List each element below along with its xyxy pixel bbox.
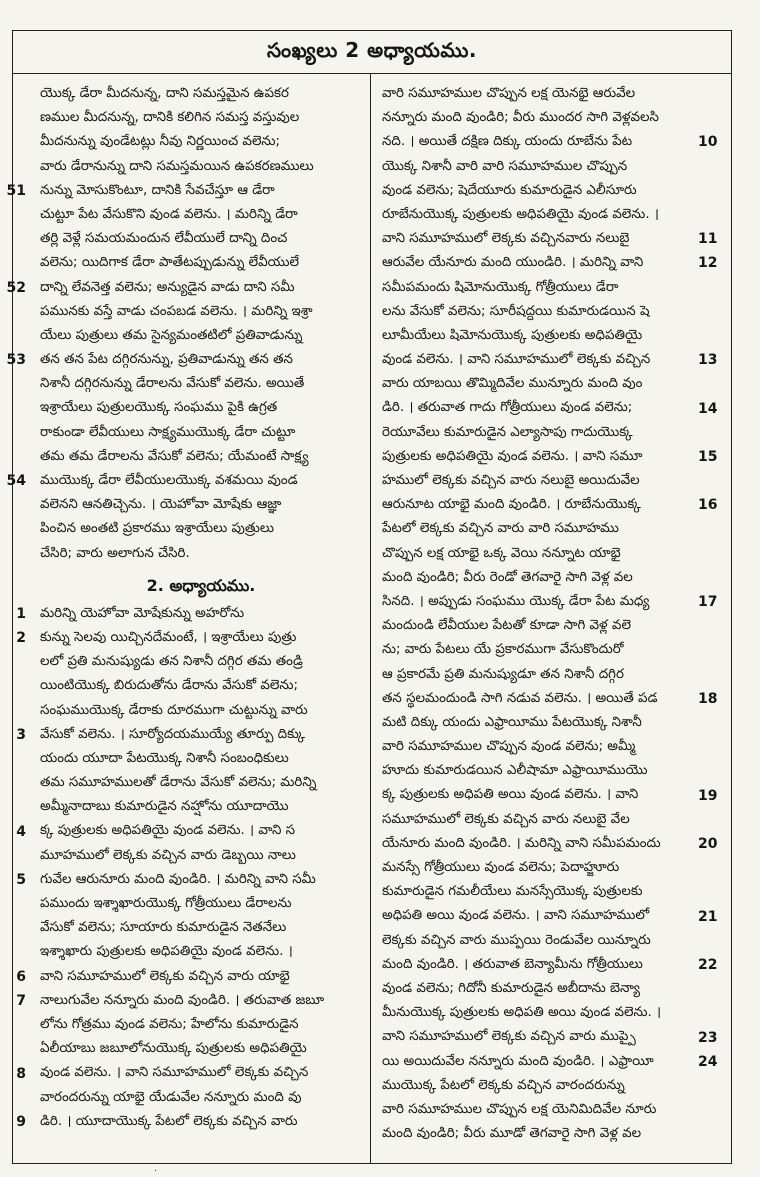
text-line: యింటియొక్క బిరుదుతోను డేరాను వేసుకో వలెను; bbox=[40, 678, 298, 694]
text-line: వుండ వలెను; గిదోనీ కుమారుడైన అబీదాను బెన్యా bbox=[382, 980, 641, 996]
text-line: వారందరున్ను యాభై యేడువేల నన్నూరు మంది వు bbox=[40, 1089, 302, 1105]
text-line: సంఘముయొక్క డేరాకు దూరముగా చుట్టున్ను వారు bbox=[40, 702, 308, 718]
page-header bbox=[12, 30, 732, 74]
text-line: డిరి. । తరువాత గాదు గోత్రీయులు వుండ వలెను; bbox=[382, 400, 633, 416]
chapter-heading: 2. అధ్యాయము. bbox=[146, 575, 256, 595]
text-line: యి అయిదువేల నన్నూరు మంది వుండిరి. । ఎఫ్రాయీ bbox=[382, 1053, 654, 1069]
text-line: వేసుకో వలెను; సూయారు కుమారుడైన నెతనేలు bbox=[40, 920, 287, 936]
text-line: వారి సమూహముల చొప్పున లక్ష యెనభై ఆరువేల bbox=[382, 86, 636, 101]
text-line: నున్ను మోసుకొంటూ, దానికి సేవచేస్తూ ఆ డేరా bbox=[40, 182, 275, 198]
text-line: రూబేనుయొక్క పుత్రులకు అధిపతియై వుండ వలెను. । bbox=[382, 206, 659, 222]
text-line: లూమీయేలు షిమోనుయొక్క పుత్రులకు అధిపతియై bbox=[382, 327, 643, 343]
text-line: వుండ వలెను. । వాని సమూహములో లెక్కకు వచ్చిన bbox=[40, 1065, 309, 1081]
text-line: ముయొక్క పేటలో లెక్కకు వచ్చిన వారందరున్ను bbox=[382, 1077, 625, 1093]
text-line: ఇశ్రాయేలు పుత్రులయొక్క సంఘము పైకి ఉగ్రత bbox=[40, 400, 278, 416]
text-line: మీనుయొక్క పుత్రులకు అధిపతి అయి వుండ వలెను. । bbox=[382, 1005, 662, 1021]
text-line: చేసిరి; వారు అలాగున చేసిరి. bbox=[40, 545, 190, 561]
text-line: పించిన అంతటి ప్రకారము ఇశ్రాయేలు పుత్రులు bbox=[40, 521, 275, 537]
text-line: తమ సమూహములతో డేరాను వేసుకో వలెను; మరిన్ని bbox=[40, 775, 317, 791]
verse-number: 10 bbox=[698, 134, 718, 151]
verse-number: 13 bbox=[698, 352, 718, 369]
text-line: మంది వుండిరి. । తరువాత బెన్యామీను గోత్రీయులు bbox=[382, 956, 643, 972]
text-line: వాని సమూహములో లెక్కకు వచ్చినవారు నలుబై bbox=[382, 231, 630, 247]
text-line: సినది. । అప్పుడు సంఘము యొక్క డేరా పేట మధ్య bbox=[382, 593, 650, 609]
text-line: చుట్టూ పేట వేసుకొని వుండ వలెను. । మరిన్ని డేరా bbox=[40, 206, 298, 222]
text-line: ను; వారు పేటలు యే ప్రకారముగా వేసుకొందురో bbox=[382, 642, 624, 658]
verse-number: 4 bbox=[16, 823, 26, 840]
text-line: మీదనున్ను వుండేటట్లు నీవు నిర్ణయించ వలెను; bbox=[40, 134, 280, 150]
text-line: మనస్సే గోత్రీయులు వుండ వలెను; పెదాహ్జూరు bbox=[382, 860, 620, 875]
text-line: చొప్పున లక్ష యాభై ఒక్క వెయి నన్నూట యాభై bbox=[382, 545, 621, 561]
text-line: వారి సమూహముల చొప్పున లక్ష యెనిమిదివేల నూరు bbox=[382, 1101, 657, 1117]
verse-number: 52 bbox=[6, 279, 26, 296]
text-line: వాని సమూహములో లెక్కకు వచ్చిన వారు ముప్పై bbox=[382, 1029, 636, 1045]
text-line: పముందు ఇశ్శాఖారుయొక్క గోత్రీయులు డేరాలను bbox=[40, 896, 292, 911]
verse-number: 2 bbox=[16, 630, 26, 647]
text-line: యేలు పుత్రులు తమ సైన్యమంతటిలో ప్రతివాడున్ను bbox=[40, 327, 303, 343]
text-line: వలెనని ఆనతిచ్చెను. । యెహోవా మోషేకు ఆజ్ఞా bbox=[40, 497, 282, 513]
page-speck: · bbox=[154, 1166, 158, 1177]
verse-number: 3 bbox=[16, 727, 26, 743]
text-line: హములో లెక్కకు వచ్చిన వారు నలుబై అయిదువేల bbox=[382, 473, 640, 488]
text-line: మందుండి లేవీయుల పేటతో కూడా సాగి వెళ్ల వలె bbox=[382, 618, 631, 634]
verse-number: 24 bbox=[698, 1054, 718, 1070]
text-line: యొక్క నిశానీ వారి వారి సమూహముల చొప్పున bbox=[382, 158, 628, 174]
text-line: ఆరువేల యేనూరు మంది యుండిరి. । మరిన్ని వాని bbox=[382, 255, 644, 271]
verse-number: 9 bbox=[16, 1114, 26, 1131]
text-line: పుత్రులకు అధిపతియై వుండ వలెను. । వాని సమూ bbox=[382, 448, 643, 464]
verse-number: 21 bbox=[698, 908, 718, 925]
text-line: మంది వుండిరి; వీరు మూడో తెగవారై సాగి వెళ్ల వల bbox=[382, 1126, 642, 1142]
text-line: తన తన పేట దగ్గిరనున్ను, ప్రతివాడున్ను తన తన bbox=[40, 352, 293, 368]
verse-number: 17 bbox=[698, 594, 718, 611]
text-line: ఆరునూట యాభై మంది వుండిరి. । రూబేనుయొక్క bbox=[382, 497, 641, 513]
verse-number: 19 bbox=[698, 787, 718, 804]
text-line: యొక్క డేరా మీదనున్న, దాని సమస్తమైన ఉపకర bbox=[40, 86, 289, 101]
text-line: మటి దిక్కు యందు ఎఫ్రాయీము పేటయొక్క నిశానీ bbox=[382, 714, 642, 730]
text-line: అధిపతి అయి వుండ వలెను. । వాని సమూహములో bbox=[382, 908, 650, 924]
text-line: దాన్ని లేవనెత్త వలెను; అన్యుడైన వాడు దాని సమీ bbox=[40, 279, 295, 295]
text-line: తర్లి వెళ్లే సమయమందున లేవీయులే దాన్ని దించ bbox=[40, 231, 288, 247]
text-line: రెయూవేలు కుమారుడైన ఎల్యాసాపు గాదుయొక్క bbox=[382, 424, 633, 440]
text-line: లోను గోత్రము వుండ వలెను; హేలోను కుమారుడైన bbox=[40, 1016, 299, 1032]
verse-number: 15 bbox=[698, 449, 718, 465]
text-line: గువేల ఆరునూరు మంది వుండిరి. । మరిన్ని వాని సమీ bbox=[40, 871, 316, 887]
text-line: కున్ను సెలవు యిచ్చినదేమంటే, । ఇశ్రాయేలు పుత్రు bbox=[40, 629, 297, 645]
text-line: ణముల మీదనున్న, దానికి కలిగిన సమస్త వస్తువుల bbox=[40, 110, 300, 126]
verse-number: 7 bbox=[16, 993, 26, 1010]
text-line: క్క పుత్రులకు అధిపతి అయి వుండ వలెను. । వాని bbox=[382, 787, 639, 803]
text-line: హూదు కుమారుడయిన ఎలీషామా ఎఫ్రాయీముయొ bbox=[382, 763, 648, 779]
verse-number: 14 bbox=[698, 400, 718, 417]
verse-number: 12 bbox=[698, 255, 718, 272]
verse-number: 6 bbox=[16, 969, 26, 985]
text-line: వుండ వలెను; షెదేయూరు కుమారుడైన ఎలీసూరు bbox=[382, 182, 637, 198]
text-line: పమునకు వస్తే వాడు చంపబడ వలెను. । మరిన్ని ఇశ్రా bbox=[40, 303, 313, 319]
text-line: వుండ వలెను. । వాని సమూహములో లెక్కకు వచ్చిన bbox=[382, 352, 651, 368]
text-line: సమూహములో లెక్కకు వచ్చిన వారు నలుబై వేల bbox=[382, 811, 630, 827]
text-line: వారు యాబయి తొమ్మిదివేల మున్నూరు మంది వుం bbox=[382, 376, 643, 392]
text-line: వారి సమూహముల చొప్పున వుండ వలెను; అమ్మీ bbox=[382, 739, 636, 755]
verse-number: 16 bbox=[698, 497, 718, 514]
right-column bbox=[382, 82, 700, 1146]
text-line: వేసుకో వలెను. । సూర్యోదయముయ్యే తూర్పు దిక్కు bbox=[40, 726, 306, 742]
text-line: నది. । అయితే దక్షిణ దిక్కు యందు రూబేను పేట bbox=[382, 134, 633, 150]
text-line: కుమారుడైన గమలీయేలు మనస్సేయొక్క పుత్రులకు bbox=[382, 884, 643, 900]
text-line: వలెను; యిదిగాక డేరా పాతేటప్పుడున్ను లేవీయులే bbox=[40, 255, 300, 271]
text-line: యేనూరు మంది వుండిరి. । మరిన్ని వాని సమీపమందు bbox=[382, 835, 661, 851]
text-line: ఇశ్శాఖారు పుత్రులకు అధిపతియై వుండ వలెను. । bbox=[40, 944, 293, 960]
text-line: ఏలీయాబు జబూలోనుయొక్క పుత్రులకు అధిపతియై bbox=[40, 1041, 307, 1057]
text-line: రాకుండా లేవీయులు సాక్ష్యముయొక్క డేరా చుట్టూ bbox=[40, 424, 296, 440]
verse-number: 54 bbox=[6, 473, 26, 490]
verse-number: 23 bbox=[698, 1029, 718, 1046]
text-line: సమీపమందు షిమోనుయొక్క గోత్రీయులు డేరా bbox=[382, 279, 619, 295]
text-line: తమ తమ డేరాలను వేసుకో వలెను; యేమంటే సాక్ష్య bbox=[40, 448, 309, 464]
text-line: వారు డేరానున్ను దాని సమస్తమయిన ఉపకరణములు bbox=[40, 158, 314, 174]
text-line: డిరి. । యూదాయొక్క పేటలో లెక్కకు వచ్చిన వారు bbox=[40, 1113, 298, 1129]
verse-number: 22 bbox=[698, 957, 718, 974]
text-line: ఆ ప్రకారమే ప్రతి మనుష్యుడూ తన నిశానీ దగ్గిర bbox=[382, 666, 624, 682]
verse-number: 20 bbox=[698, 836, 718, 853]
text-line: నన్నూరు మంది వుండిరి; వీరు ముందర సాగి వెళ్లవలసి bbox=[382, 110, 659, 126]
text-line: లను వేసుకో వలెను; సూరీషద్దయి కుమారుడయిన షె bbox=[382, 303, 650, 319]
text-line: మూహములో లెక్కకు వచ్చిన వారు డెబ్బయి నాలు bbox=[40, 847, 296, 863]
text-line: లెక్కకు వచ్చిన వారు ముప్పయి రెండువేల యిన్నూరు bbox=[382, 932, 651, 948]
verse-number: 1 bbox=[16, 606, 26, 622]
text-line: వాని సమూహములో లెక్కకు వచ్చిన వారు యాభై bbox=[40, 968, 290, 984]
text-line: అమ్మీనాదాబు కుమారుడైన నహ్షోను యూదాయొ bbox=[40, 799, 289, 815]
text-line: మరిన్ని యెహోవా మోషేకున్ను అహరోను bbox=[40, 605, 245, 621]
verse-number: 53 bbox=[6, 352, 26, 369]
text-line: మంది వుండిరి; వీరు రెండో తెగవారై సాగి వెళ్ల వల bbox=[382, 569, 633, 585]
text-line: క్క పుత్రులకు అధిపతియై వుండ వలెను. । వాని స bbox=[40, 823, 296, 839]
verse-number: 5 bbox=[16, 872, 26, 889]
text-line: నిశానీ దగ్గిరనున్ను డేరాలను వేసుకో వలెను. అయితే bbox=[40, 376, 305, 392]
page-title: సంఖ్యలు 2 అధ్యాయము. bbox=[266, 37, 478, 62]
text-line: యందు యూదా పేటయొక్క నిశానీ సంబంధికులు bbox=[40, 750, 289, 766]
column-divider bbox=[370, 73, 371, 1163]
text-line: పేటలో లెక్కకు వచ్చిన వారు వారి సమూహము bbox=[382, 521, 619, 537]
left-column bbox=[40, 82, 362, 1134]
verse-number: 8 bbox=[16, 1065, 26, 1082]
text-line: తన స్థలమందుండి సాగి నడువ వలెను. । అయితే పడ bbox=[382, 690, 658, 706]
text-line: లలో ప్రతి మనుష్యుడు తన నిశానీ దగ్గిర తమ తండ్రి bbox=[40, 654, 303, 670]
verse-number: 11 bbox=[698, 231, 718, 248]
text-line: ముయొక్క డేరా లేవీయులయొక్క వశమయి వుండ bbox=[40, 473, 298, 488]
verse-number: 51 bbox=[6, 182, 26, 199]
verse-number: 18 bbox=[698, 691, 718, 707]
text-line: నాలుగువేల నన్నూరు మంది వుండిరి. । తరువాత జబూ bbox=[40, 992, 325, 1008]
